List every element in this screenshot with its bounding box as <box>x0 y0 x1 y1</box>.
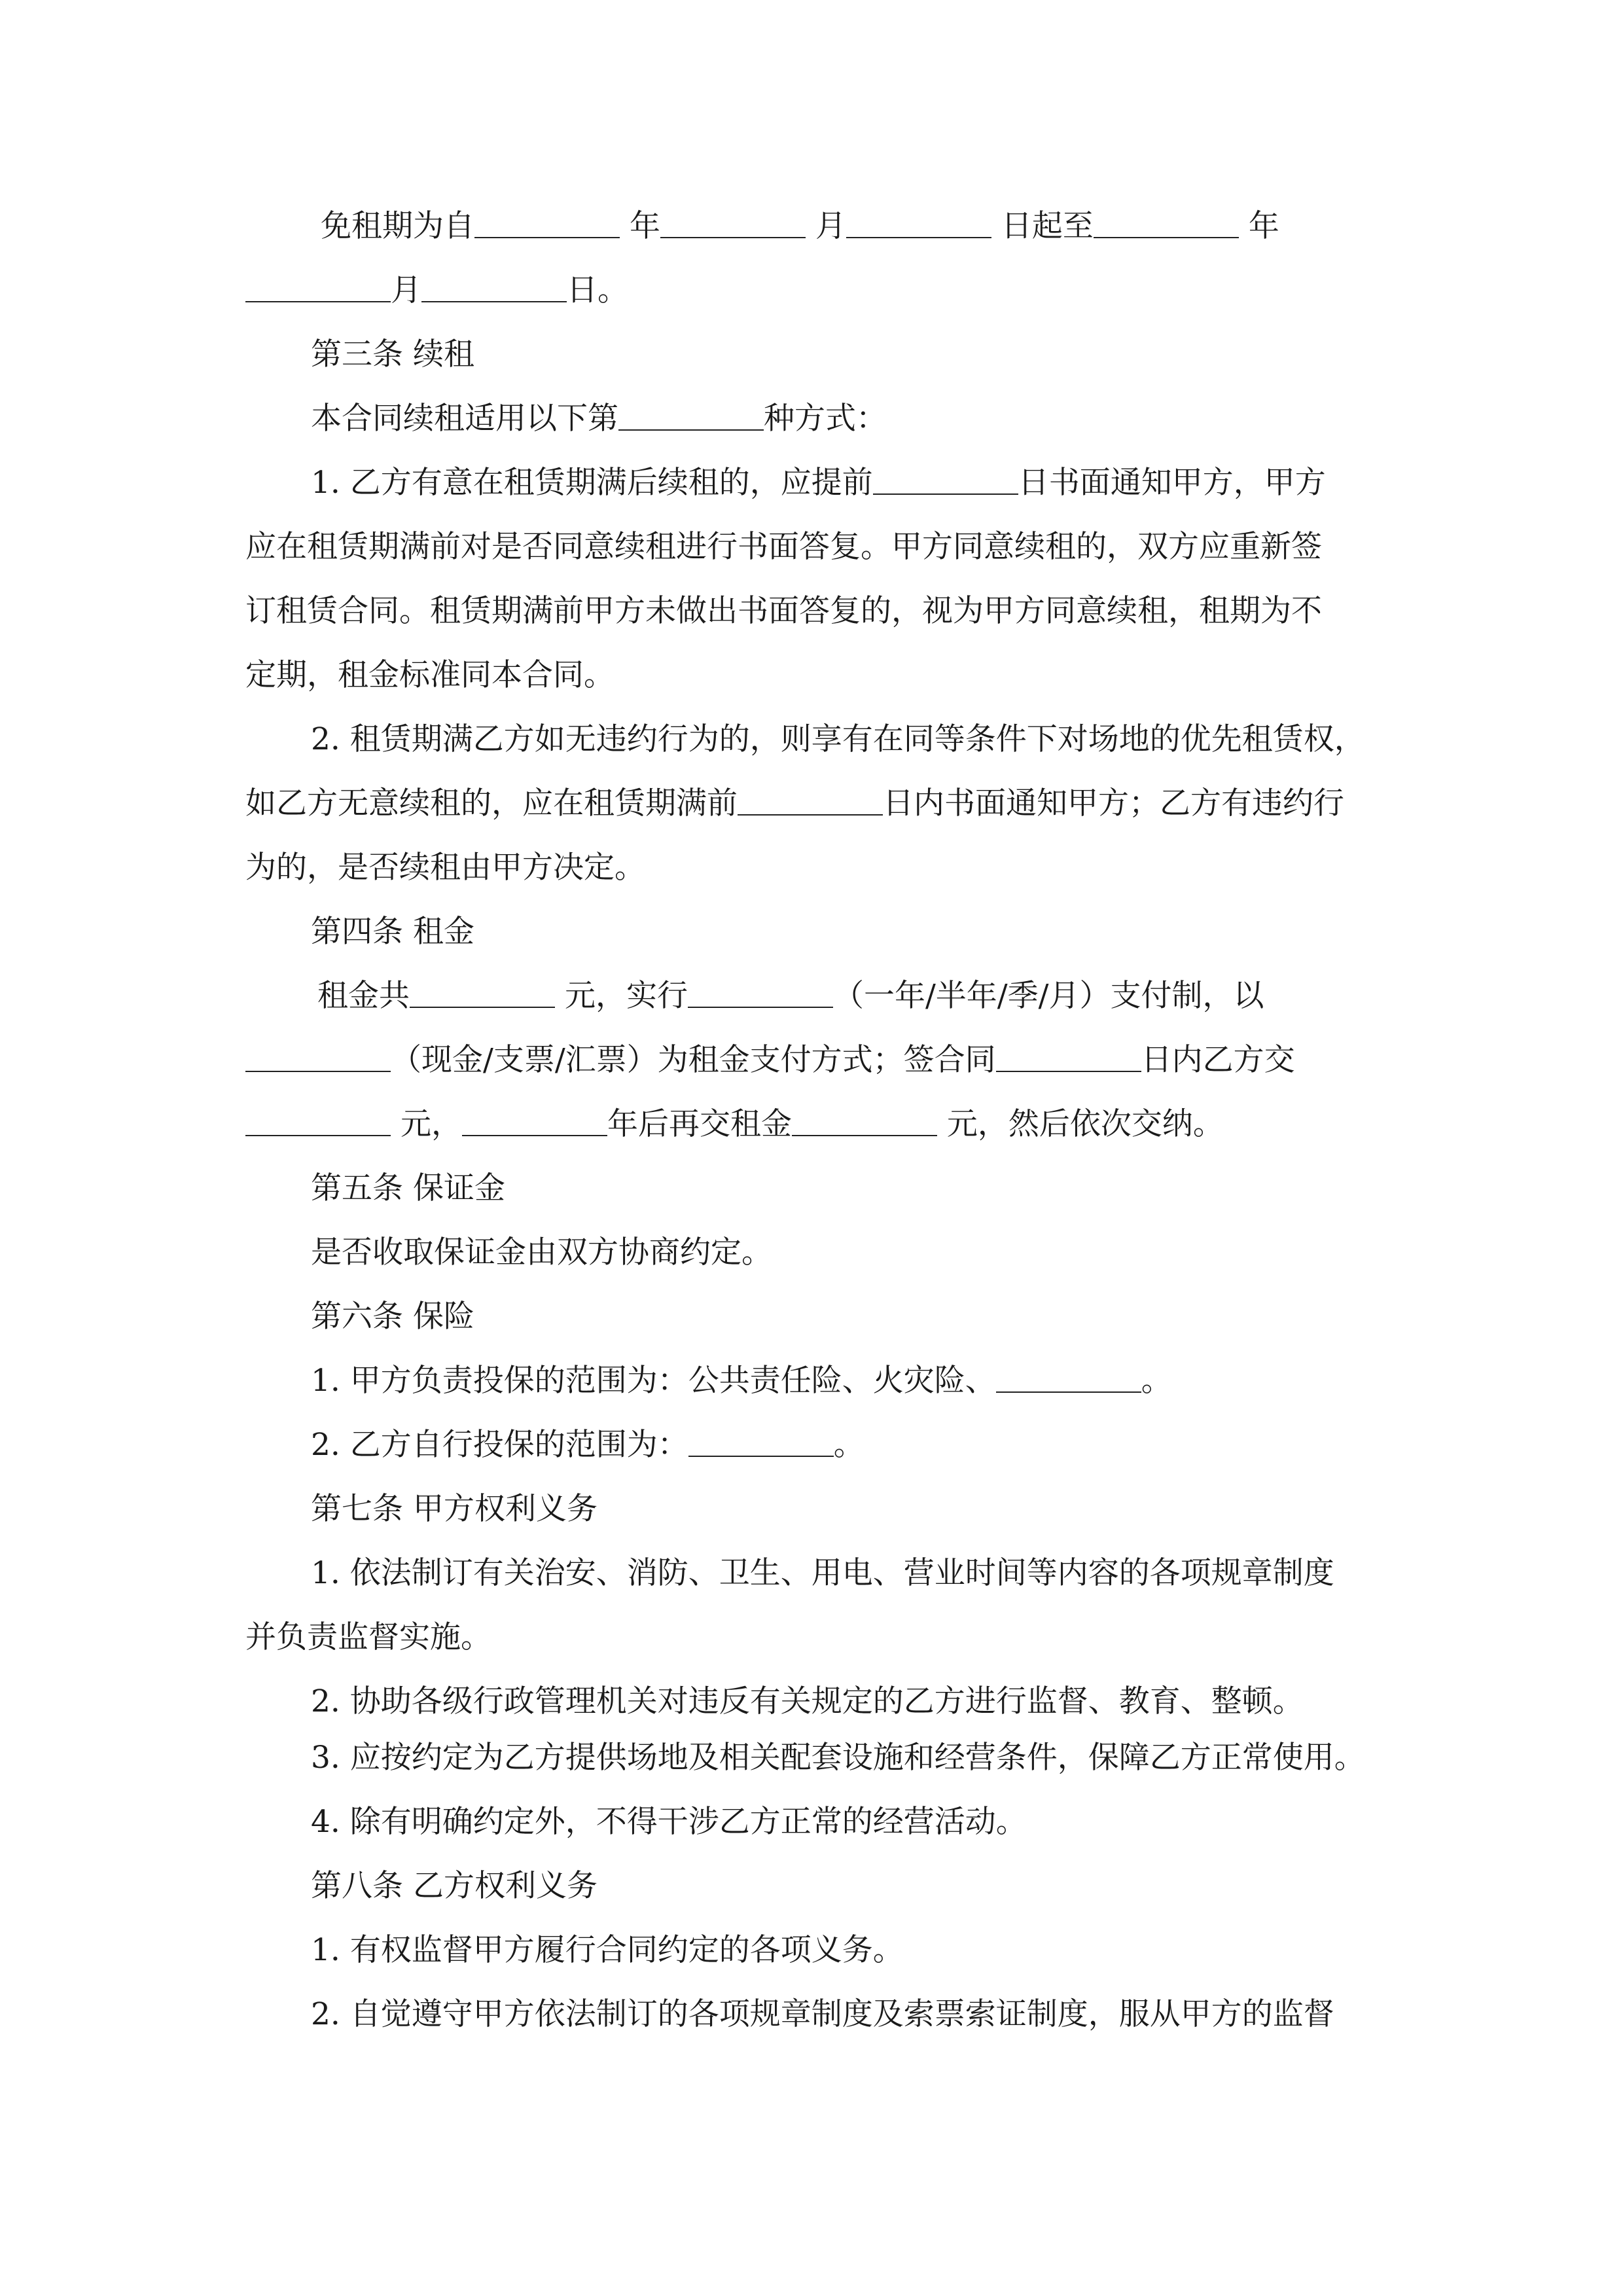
text-segment: 年后再交租金 <box>607 1106 792 1142</box>
fill-blank <box>410 977 555 1008</box>
fill-blank <box>996 1361 1141 1393</box>
text-segment: 1. 依法制订有关治安、消防、卫生、用电、营业时间等内容的各项规章制度 <box>311 1555 1334 1591</box>
doc-line <box>311 1554 1334 1593</box>
text-segment: （现金/支票/汇票）为租金支付方式；签合同 <box>391 1042 996 1078</box>
text-segment: 订租赁合同。租赁期满前甲方未做出书面答复的，视为甲方同意续租，租期为不 <box>245 593 1322 629</box>
doc-line <box>321 207 1279 246</box>
doc-line <box>311 1803 1027 1842</box>
text-segment: 2. 租赁期满乙方如无违约行为的，则享有在同等条件下对场地的优先租赁权， <box>311 721 1365 757</box>
fill-blank <box>873 463 1018 495</box>
doc-line <box>311 1931 904 1970</box>
fill-blank <box>421 271 567 302</box>
doc-line <box>311 463 1326 503</box>
text-segment: 日内乙方交 <box>1141 1042 1295 1078</box>
text-segment: 元，实行 <box>564 978 688 1014</box>
text-segment: 第三条 续租 <box>311 336 474 372</box>
fill-blank <box>245 271 391 302</box>
doc-line <box>245 1105 1224 1144</box>
text-segment: 第四条 租金 <box>311 914 474 950</box>
doc-line <box>245 848 645 888</box>
fill-blank <box>660 207 806 238</box>
text-segment: 本合同续租适用以下第 <box>311 401 618 437</box>
doc-line <box>245 784 1344 823</box>
section-heading <box>311 1297 474 1336</box>
text-segment: 2. 协助各级行政管理机关对违反有关规定的乙方进行监督、教育、整顿。 <box>311 1683 1304 1719</box>
text-segment: 第五条 保证金 <box>311 1170 505 1206</box>
fill-blank <box>618 399 764 431</box>
fill-blank <box>688 1426 834 1457</box>
fill-blank <box>245 1105 391 1136</box>
fill-blank <box>245 1041 391 1072</box>
text-segment: 定期，租金标准同本合同。 <box>245 657 615 693</box>
doc-line <box>245 656 615 695</box>
doc-line <box>245 1618 491 1657</box>
text-segment: 免租期为自 <box>321 208 474 244</box>
doc-line <box>311 1738 1365 1778</box>
text-segment: 日起至 <box>1001 208 1094 244</box>
text-segment: 年 <box>629 208 660 244</box>
text-segment: 第六条 保险 <box>311 1299 474 1335</box>
text-segment: 是否收取保证金由双方协商约定。 <box>311 1234 772 1270</box>
text-segment: 应在租赁期满前对是否同意续租进行书面答复。甲方同意续租的，双方应重新签 <box>245 529 1322 565</box>
fill-blank <box>846 207 991 238</box>
text-segment: 。 <box>1141 1363 1172 1399</box>
section-heading <box>311 912 474 952</box>
text-segment: 第八条 乙方权利义务 <box>311 1868 597 1904</box>
text-segment: 第七条 甲方权利义务 <box>311 1491 597 1527</box>
doc-line <box>311 1233 772 1272</box>
section-heading <box>311 335 474 374</box>
text-segment: 日。 <box>567 272 628 308</box>
section-heading <box>311 1169 505 1208</box>
text-segment: 月 <box>391 272 421 308</box>
doc-line <box>311 1995 1334 2034</box>
fill-blank <box>474 207 620 238</box>
text-segment: （一年/半年/季/月）支付制，以 <box>832 978 1264 1014</box>
fill-blank <box>996 1041 1141 1072</box>
text-segment: 为的，是否续租由甲方决定。 <box>245 850 645 886</box>
text-segment: 1. 有权监督甲方履行合同约定的各项义务。 <box>311 1932 904 1968</box>
doc-line <box>245 1041 1295 1080</box>
text-segment: 年 <box>1248 208 1279 244</box>
doc-line <box>311 1426 865 1465</box>
text-segment: 。 <box>833 1427 865 1463</box>
doc-line <box>311 1682 1304 1721</box>
fill-blank <box>688 977 833 1008</box>
text-segment: 元， <box>400 1106 462 1142</box>
fill-blank <box>1094 207 1239 238</box>
doc-line <box>245 528 1322 567</box>
text-segment: 日书面通知甲方，甲方 <box>1018 465 1326 501</box>
text-segment: 2. 自觉遵守甲方依法制订的各项规章制度及索票索证制度，服从甲方的监督 <box>311 1996 1334 2032</box>
text-segment: 4. 除有明确约定外，不得干涉乙方正常的经营活动。 <box>311 1804 1027 1840</box>
doc-line <box>311 720 1365 759</box>
text-segment: 种方式： <box>764 401 887 437</box>
section-heading <box>311 1490 597 1529</box>
doc-line <box>245 271 628 310</box>
text-segment: 如乙方无意续租的，应在租赁期满前 <box>245 785 738 821</box>
doc-line <box>245 592 1322 631</box>
text-segment: 2. 乙方自行投保的范围为： <box>311 1427 688 1463</box>
doc-line <box>311 399 887 439</box>
fill-blank <box>738 784 883 816</box>
doc-line <box>317 977 1264 1016</box>
text-segment: 月 <box>815 208 846 244</box>
fill-blank <box>792 1105 937 1136</box>
fill-blank <box>462 1105 607 1136</box>
text-segment: 元，然后依次交纳。 <box>946 1106 1224 1142</box>
text-segment: 3. 应按约定为乙方提供场地及相关配套设施和经营条件，保障乙方正常使用。 <box>311 1740 1365 1776</box>
text-segment: 并负责监督实施。 <box>245 1619 491 1655</box>
text-segment: 1. 乙方有意在租赁期满后续租的，应提前 <box>311 465 873 501</box>
doc-line <box>311 1361 1172 1401</box>
text-segment: 租金共 <box>317 978 410 1014</box>
section-heading <box>311 1867 597 1906</box>
text-segment: 日内书面通知甲方；乙方有违约行 <box>883 785 1344 821</box>
text-segment: 1. 甲方负责投保的范围为：公共责任险、火灾险、 <box>311 1363 996 1399</box>
